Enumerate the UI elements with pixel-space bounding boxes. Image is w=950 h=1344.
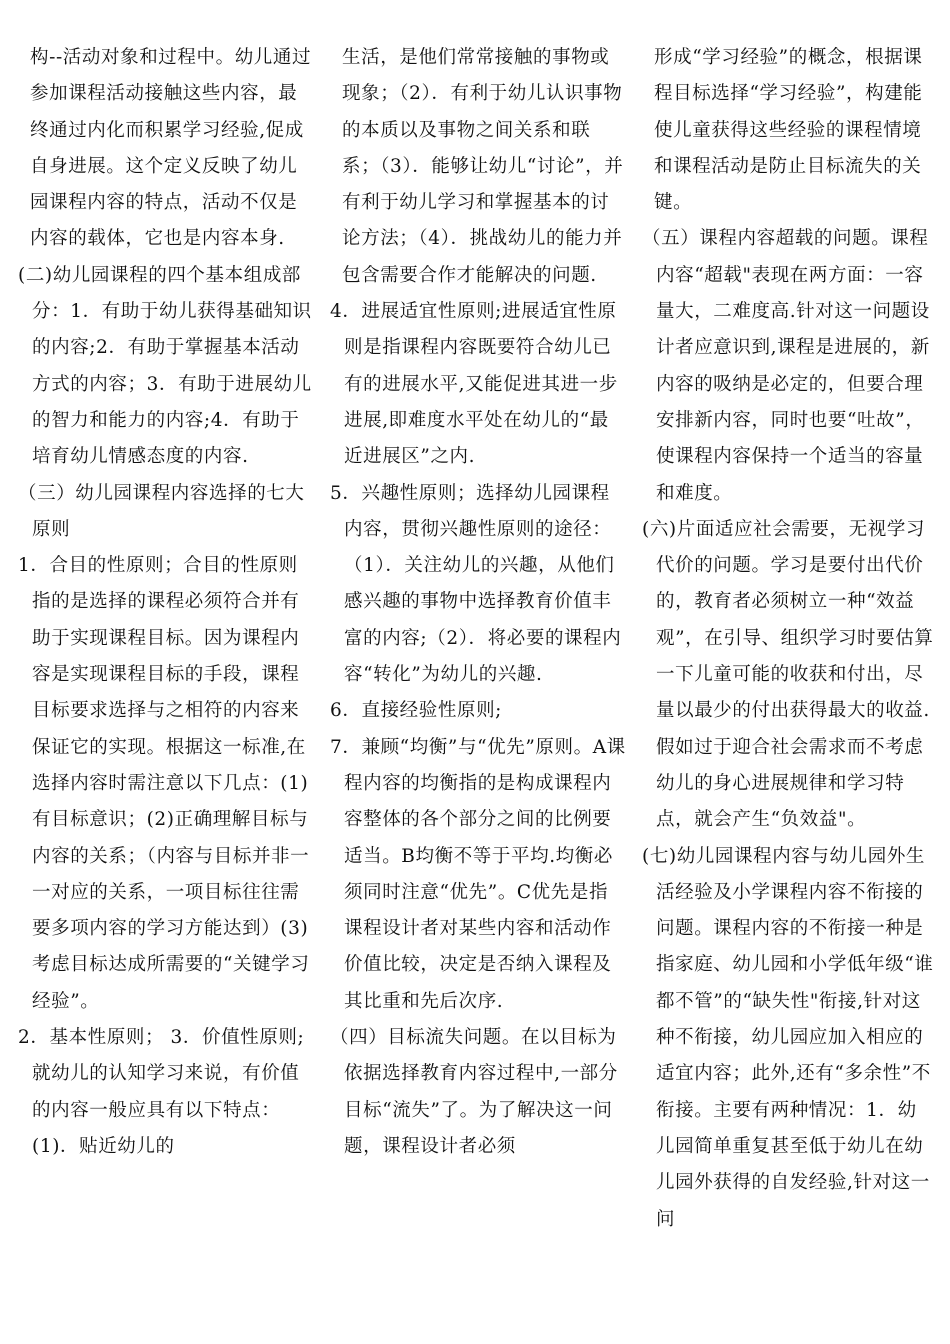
paragraph: 5．兴趣性原则；选择幼儿园课程内容，贯彻兴趣性原则的途径：（1）．关注幼儿的兴趣，从他们感兴趣的事物中选择教育价值丰富的内容;（2）．将必要的课程内容“转化”为幼儿的兴趣.	[330, 482, 622, 686]
paragraph: 7．兼顾“均衡”与“优先”原则。A课程内容的均衡指的是构成课程内容整体的各个部分之间的比例要适当。B均衡不等于平均.均衡必须同时注意“优先”。C优先是指课程设计者对某些内容和活动作价值比较，决定是否纳入课程及其比重和先后次序.	[330, 736, 626, 1012]
paragraph: (七)幼儿园课程内容与幼儿园外生活经验及小学课程内容不衔接的问题。课程内容的不衔接一种是指家庭、幼儿园和小学低年级“谁都不管”的“缺失性"衔接,针对这种不衔接，幼儿园应加入相应的适宜内容；此外,还有“多余性”不衔接。主要有两种情况：1．幼儿园简单重复甚至低于幼儿在幼儿园外获得的自发经验,针对这一问	[642, 845, 934, 1230]
paragraph: （三）幼儿园课程内容选择的七大原则	[18, 482, 305, 540]
paragraph: 6．直接经验性原则;	[330, 700, 503, 722]
paragraph: 生活，是他们常常接触的事物或现象；（2）．有利于幼儿认识事物的本质以及事物之间关系和联系；（3）．能够让幼儿“讨论”，并有利于幼儿学习和掌握基本的讨论方法；（4）．挑战幼儿的能力并包含需要合作才能解决的问题.	[342, 47, 624, 286]
text-column-left	[18, 40, 314, 1165]
paragraph: （四）目标流失问题。在以目标为依据选择教育内容过程中,一部分目标“流失”了。为了解决这一问题，课程设计者必须	[330, 1027, 618, 1157]
text-column-middle	[330, 40, 626, 1165]
paragraph: 构--活动对象和过程中。幼儿通过参加课程活动接触这些内容，最终通过内化而积累学习经验,促成自身进展。这个定义反映了幼儿园课程内容的特点，活动不仅是内容的载体，它也是内容本身.	[30, 47, 312, 250]
text-column-right	[642, 40, 934, 1238]
paragraph: （五）课程内容超载的问题。课程内容“超载"表现在两方面：一容量大，二难度高.针对这一问题设计者应意识到,课程是进展的，新内容的吸纳是必定的，但要合理安排新内容，同时也要“吐故”，使课程内容保持一个适当的容量和难度。	[642, 228, 930, 504]
paragraph: (二)幼儿园课程的四个基本组成部分：1．有助于幼儿获得基础知识的内容;2．有助于掌握基本活动方式的内容；3．有助于进展幼儿的智力和能力的内容;4．有助于培育幼儿情感态度的内容.	[18, 264, 312, 468]
paragraph: 1．合目的性原则；合目的性原则指的是选择的课程必须符合并有助于实现课程目标。因为课程内容是实现课程目标的手段，课程目标要求选择与之相符的内容来保证它的实现。根据这一标准,在选择内容时需注意以下几点：(1) 有目标意识；(2)正确理解目标与内容的关系；（内容与目标并非一一对应的关系，一项目标往往需要多项内容的学习方能达到）(3)考虑目标达成所需要的“关键学习经验”。	[18, 555, 310, 1012]
paragraph: 形成“学习经验”的概念，根据课程目标选择“学习经验”，构建能使儿童获得这些经验的课程情境和课程活动是防止目标流失的关键。	[654, 47, 923, 214]
paragraph: 4．进展适宜性原则;进展适宜性原则是指课程内容既要符合幼儿已有的进展水平,又能促进其进一步进展,即难度水平处在幼儿的“最近进展区”之内.	[330, 301, 618, 468]
paragraph: (六)片面适应社会需要，无视学习代价的问题。学习是要付出代价的，教育者必须树立一种“效益观”，在引导、组织学习时要估算一下儿童可能的收获和付出，尽量以最少的付出获得最大的收益.假如过于迎合社会需求而不考虑幼儿的身心进展规律和学习特点，就会产生“负效益"。	[642, 518, 934, 831]
paragraph: 2．基本性原则； 3．价值性原则;就幼儿的认知学习来说，有价值的内容一般应具有以下特点：(1)．贴近幼儿的	[18, 1027, 305, 1157]
